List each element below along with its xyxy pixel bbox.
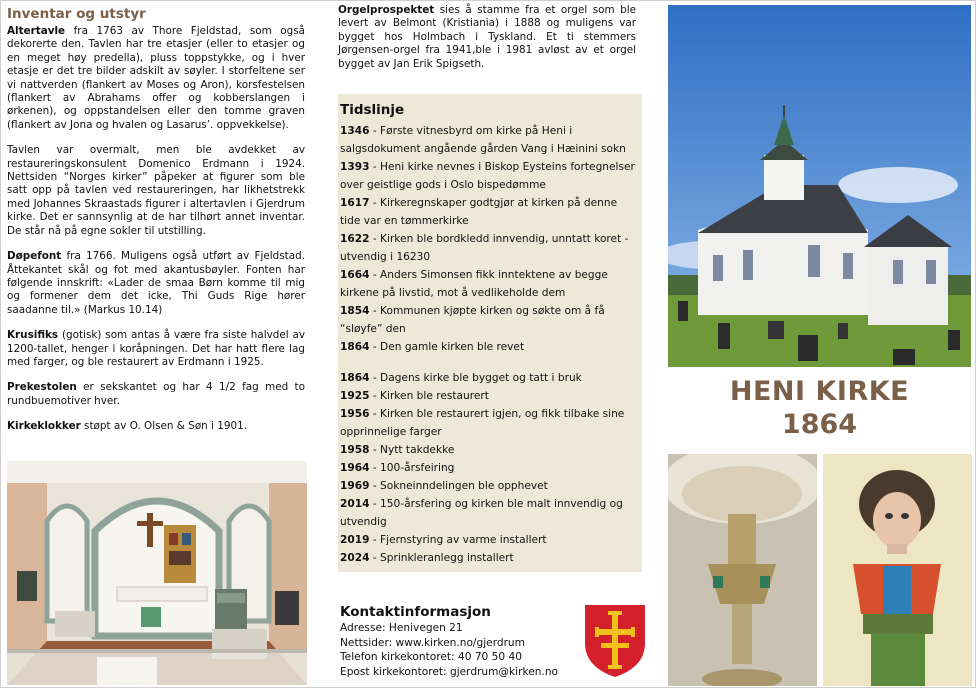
church-year-title: 1864 [781, 409, 858, 440]
church-exterior-photo [668, 5, 971, 367]
timeline-year: 1617 [340, 197, 370, 209]
organ-text: sies å stamme fra et orgel som ble levert av Belmont (Kristiania) i 1888 og muligens var bygget hos Holmbach i Tyskland. Et ti stemmers Jørgensen-orgel fra 1941,ble i 1981 avløst av et orgel bygget av Jan Erik Spigseth. [338, 4, 636, 70]
timeline-year: 1964 [340, 462, 370, 474]
timeline-event: - Heni kirke nevnes i Biskop Eysteins fortegnelser over geistlige gods i Oslo bispedømme [340, 161, 635, 191]
krusifiks-term: Krusifiks [7, 329, 59, 342]
timeline-year: 1864 [340, 372, 370, 384]
timeline-item [340, 405, 640, 441]
contact-phone: Telefon kirkekontoret: 40 70 50 40 [340, 651, 522, 663]
timeline-item [340, 477, 640, 495]
timeline-item [340, 531, 640, 549]
timeline-year: 2014 [340, 498, 370, 510]
timeline-title: Tidslinje [340, 102, 405, 118]
church-interior-photo [7, 461, 307, 685]
contact-address: Adresse: Henivegen 21 [340, 622, 463, 634]
timeline-year: 1956 [340, 408, 370, 420]
prekestolen-text: er sekskantet og har 4 1/2 fag med to rundbuemotiver hver. [7, 381, 305, 407]
timeline-event: - Kirken ble bordkledd innvendig, unntatt koret - utvendig i 16230 [340, 233, 629, 263]
dopefont-paragraph [7, 250, 305, 317]
timeline-item [340, 158, 640, 194]
timeline-event: - Kirken ble restaurert [369, 390, 489, 402]
timeline-item [340, 266, 640, 302]
timeline-item [340, 230, 640, 266]
organ-column [338, 4, 636, 83]
krusifiks-text: (gotisk) som antas å være fra siste halvdel av 1200-tallet, henger i koråpningen. Det har hatt flere lag med farger, og ble restaurert av Erdmann i 1925. [7, 329, 305, 368]
altertavle-paragraph [7, 25, 305, 132]
dopefont-term: Døpefont [7, 250, 62, 263]
timeline-year: 1958 [340, 444, 370, 456]
timeline-year: 1664 [340, 269, 370, 281]
timeline-event: - 150-årsfering og kirken ble malt innvendig og utvendig [340, 498, 623, 528]
timeline-item [340, 338, 640, 356]
timeline-event: - Sprinkleranlegg installert [369, 552, 514, 564]
prekestolen-term: Prekestolen [7, 381, 77, 394]
inventory-heading: Inventar og utstyr [7, 6, 146, 22]
timeline-event: - Kirken ble restaurert igjen, og fikk tilbake sine opprinnelige farger [340, 408, 625, 438]
timeline-item [340, 441, 640, 459]
timeline-list [340, 122, 640, 567]
timeline-event: - Første vitnesbyrd om kirke på Heni i salgsdokument angående gården Vang i Hæinini sokn [340, 125, 626, 155]
timeline-item [340, 387, 640, 405]
timeline-year: 1346 [340, 125, 370, 137]
timeline-event: - Anders Simonsen fikk inntektene av begge kirkene på livstid, mot å vedlikeholde dem [340, 269, 608, 299]
contact-website[interactable]: Nettsider: www.kirken.no/gjerdrum [340, 636, 525, 649]
inventory-column [7, 6, 305, 446]
timeline-year: 1854 [340, 305, 370, 317]
timeline-event: - Sokneinndelingen ble opphevet [369, 480, 548, 492]
timeline-item [340, 369, 640, 387]
organ-paragraph [338, 4, 636, 71]
contact-section [340, 604, 580, 679]
carved-figure-photo [823, 454, 972, 686]
timeline-year: 1393 [340, 161, 370, 173]
altertavle-text: fra 1763 av Thore Fjeldstad, som også dekorerte den. Tavlen har tre etasjer (eller to etasjer og en meget høy predella), pluss toppstykke, og i hver etasje er det tre bilder adskilt av søyler. I storfeltene ser vi nattverden (flankert av Moses og Aron), korsfestelsen (flankert av Abrahams offer og kobberslangen i ørkenen), og oppstandelsen eller den tomme graven (flankert av Jona og hvalen og Lasarus’. oppvekkelse). [7, 25, 305, 131]
timeline-year: 1622 [340, 233, 370, 245]
organ-term: Orgelprospektet [338, 4, 435, 16]
kirkeklokker-term: Kirkeklokker [7, 420, 81, 433]
tavlen-paragraph: Tavlen var overmalt, men ble avdekket av restaureringskonsulent Domenico Erdmann i 1924. Nettsiden “Norges kirker” påpeker at figurer som ble satt opp på tavlen ved restaureringen, har likhetstrekk med Johannes Skraastads figurer i altertavlen i Gjerdrum kirke. Det er sannsynlig at de har tilhørt annet inventar. De står nå på egne sokler til utstilling. [7, 144, 305, 237]
timeline-year: 2019 [340, 534, 370, 546]
church-name-title: HENI KIRKE [729, 376, 910, 407]
timeline-spacer [340, 356, 640, 369]
timeline-event: - Fjernstyring av varme installert [369, 534, 547, 546]
chalice-photo [668, 454, 817, 686]
kirkeklokker-text: støpt av O. Olsen & Søn i 1901. [80, 420, 247, 433]
timeline-item [340, 194, 640, 230]
timeline-item [340, 459, 640, 477]
krusifiks-paragraph [7, 329, 305, 369]
timeline-item [340, 122, 640, 158]
timeline-year: 2024 [340, 552, 370, 564]
cover-title [668, 376, 971, 442]
kirkeklokker-paragraph [7, 420, 305, 433]
contact-email[interactable]: Epost kirkekontoret: gjerdrum@kirken.no [340, 665, 559, 678]
prekestolen-paragraph [7, 381, 305, 408]
timeline-item [340, 495, 640, 531]
timeline-event: - Den gamle kirken ble revet [369, 341, 525, 353]
contact-title: Kontaktinformasjon [340, 604, 491, 620]
timeline-event: - Dagens kirke ble bygget og tatt i bruk [369, 372, 582, 384]
timeline-event: - Kommunen kjøpte kirken og søkte om å få “sløyfe” den [340, 305, 605, 335]
timeline-event: - Nytt takdekke [369, 444, 455, 456]
timeline-year: 1925 [340, 390, 370, 402]
timeline-event: - 100-årsfeiring [369, 462, 455, 474]
church-emblem-icon [583, 603, 647, 679]
timeline-year: 1969 [340, 480, 370, 492]
timeline-event: - Kirkeregnskaper godtgjør at kirken på denne tide var en tømmerkirke [340, 197, 618, 227]
dopefont-text: fra 1766. Muligens også utført av Fjeldstad. Åttekantet skål og fot med akantusbøyler. Fonten har følgende innskrift: «Lader de smaa Børn komme til mig og formener dem det icke, Thi Guds Rige hører saadanne til.» (Markus 10.14) [7, 250, 305, 316]
timeline-item [340, 302, 640, 338]
altertavle-term: Altertavle [7, 25, 66, 37]
timeline-year: 1864 [340, 341, 370, 353]
timeline-item [340, 549, 640, 567]
